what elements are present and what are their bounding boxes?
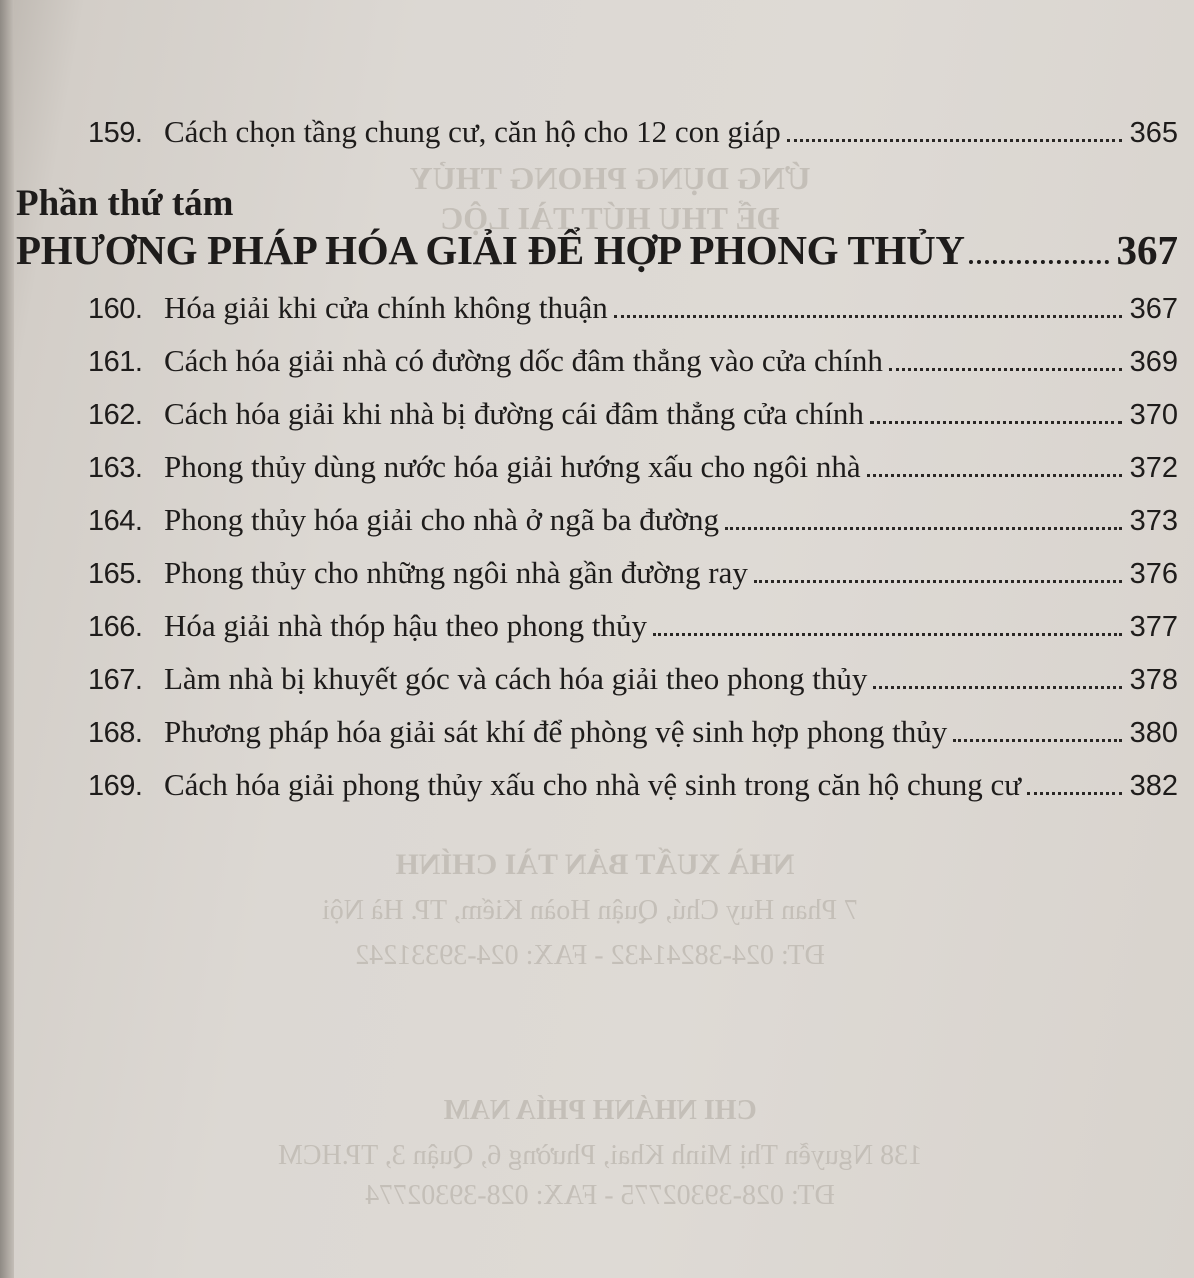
toc-entry	[88, 553, 1178, 594]
entry-title: Hóa giải nhà thóp hậu theo phong thủy	[164, 608, 647, 643]
dot-leader	[867, 474, 1122, 477]
part-label: Phần thứ tám	[16, 183, 234, 224]
entry-page: 372	[1129, 452, 1178, 484]
entry-number: 169.	[88, 770, 143, 802]
dot-leader	[653, 633, 1122, 636]
dot-leader	[870, 421, 1122, 424]
entry-title: Phong thủy cho những ngôi nhà gần đường ray	[164, 555, 748, 590]
entry-page: 378	[1129, 664, 1178, 696]
entry-page: 365	[1129, 117, 1178, 149]
entry-title: Phong thủy dùng nước hóa giải hướng xấu cho ngôi nhà	[164, 449, 861, 484]
entry-title: Cách chọn tầng chung cư, căn hộ cho 12 con giáp	[164, 114, 781, 149]
entry-title: Làm nhà bị khuyết góc và cách hóa giải theo phong thủy	[164, 661, 868, 696]
entry-title: Cách hóa giải phong thủy xấu cho nhà vệ sinh trong căn hộ chung cư	[164, 767, 1022, 802]
dot-leader	[873, 686, 1121, 689]
bleed-line: ỨNG DỤNG PHONG THỦY	[409, 160, 811, 196]
entry-number: 168.	[88, 717, 143, 749]
entry-title: Cách hóa giải nhà có đường dốc đâm thẳng vào cửa chính	[164, 343, 883, 378]
toc-entry	[88, 500, 1178, 541]
toc-entry	[88, 765, 1178, 806]
dot-leader	[969, 260, 1109, 264]
entry-number: 162.	[88, 399, 143, 431]
dot-leader	[614, 315, 1122, 318]
toc-entry	[88, 341, 1178, 382]
entry-page: 367	[1129, 293, 1178, 325]
entry-number: 164.	[88, 505, 143, 537]
bleed-line: 138 Nguyễn Thị Minh Khai, Phường 6, Quận 3, TP.HCM	[277, 1140, 923, 1171]
toc-entry	[88, 394, 1178, 435]
entry-page: 373	[1129, 505, 1178, 537]
page-edge	[0, 0, 14, 1278]
entry-title: Hóa giải khi cửa chính không thuận	[164, 290, 608, 325]
entry-number: 159.	[88, 117, 143, 149]
entry-number: 160.	[88, 293, 143, 325]
entry-number: 163.	[88, 452, 143, 484]
bleed-line: 7 Phan Huy Chú, Quận Hoàn Kiếm, TP. Hà Nội	[321, 895, 859, 926]
dot-leader	[787, 139, 1122, 142]
toc-entry	[88, 659, 1178, 700]
entry-number: 165.	[88, 558, 143, 590]
entry-title: Phương pháp hóa giải sát khí để phòng vệ sinh hợp phong thủy	[164, 714, 948, 749]
toc-entry	[88, 447, 1178, 488]
dot-leader	[953, 739, 1121, 742]
bleed-line: NHÀ XUẤT BẢN TÀI CHÍNH	[395, 848, 795, 881]
bleed-line: ĐT: 028-39302775 - FAX: 028-39302774	[365, 1180, 835, 1211]
part-title: PHƯƠNG PHÁP HÓA GIẢI ĐỂ HỢP PHONG THỦY	[16, 227, 965, 273]
bleed-line: CHI NHÁNH PHÍA NAM	[443, 1095, 757, 1126]
part-heading	[16, 226, 1178, 274]
entry-number: 161.	[88, 346, 143, 378]
entry-number: 167.	[88, 664, 143, 696]
entry-page: 376	[1129, 558, 1178, 590]
entry-page: 382	[1129, 770, 1178, 802]
entry-title: Phong thủy hóa giải cho nhà ở ngã ba đường	[164, 502, 719, 537]
entry-page: 370	[1129, 399, 1178, 431]
toc-entry	[88, 112, 1178, 153]
toc-entry	[88, 288, 1178, 329]
bleed-line: ĐỂ THU HÚT TÀI LỘC	[440, 200, 780, 236]
part-page: 367	[1116, 227, 1178, 273]
entry-page: 380	[1129, 717, 1178, 749]
dot-leader	[889, 368, 1122, 371]
entry-page: 369	[1129, 346, 1178, 378]
entry-number: 166.	[88, 611, 143, 643]
toc-entry	[88, 712, 1178, 753]
toc-entry	[88, 606, 1178, 647]
dot-leader	[1027, 792, 1122, 795]
entry-page: 377	[1129, 611, 1178, 643]
dot-leader	[754, 580, 1122, 583]
bleed-line: ĐT: 024-38241432 - FAX: 024-39331242	[355, 940, 825, 971]
entry-title: Cách hóa giải khi nhà bị đường cái đâm thẳng cửa chính	[164, 396, 864, 431]
dot-leader	[725, 527, 1122, 530]
